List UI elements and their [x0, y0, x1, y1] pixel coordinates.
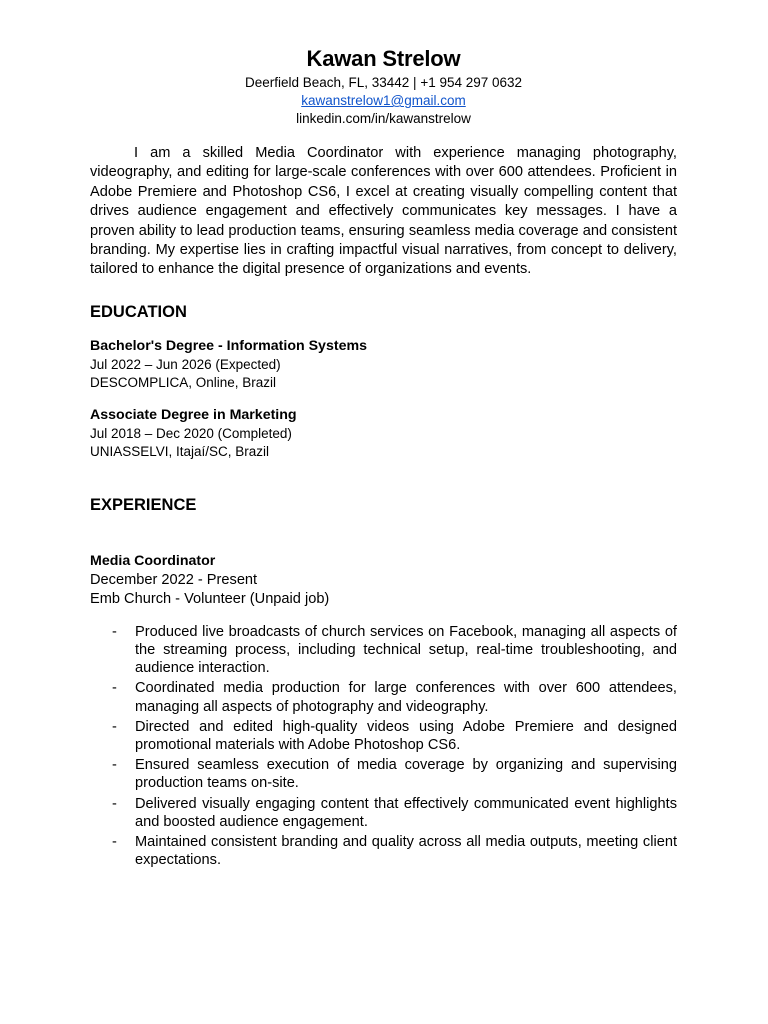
email-line: [90, 92, 677, 110]
resume-page: [90, 44, 677, 871]
school-name: UNIASSELVI, Itajaí/SC, Brazil: [90, 444, 270, 460]
location-phone: Deerfield Beach, FL, 33442 | +1 954 297 0632: [244, 75, 523, 90]
linkedin-url: linkedin.com/in/kawanstrelow: [296, 111, 471, 126]
list-item: [90, 679, 677, 715]
list-item: [90, 718, 677, 754]
job-title: Media Coordinator: [90, 552, 216, 569]
education-entry: [90, 406, 677, 462]
school-name: DESCOMPLICA, Online, Brazil: [90, 375, 277, 391]
list-item: [90, 795, 677, 831]
job-dates: December 2022 - Present: [90, 571, 258, 588]
bullet-text: Directed and edited high-quality videos using Adobe Premiere and designed promotional materials with Adobe Photoshop CS6.: [135, 718, 677, 754]
degree-title: Associate Degree in Marketing: [90, 406, 297, 423]
candidate-name: Kawan Strelow: [306, 46, 461, 71]
degree-title: Bachelor's Degree - Information Systems: [90, 337, 367, 354]
education-heading: EDUCATION: [90, 302, 187, 321]
job-entry: [90, 552, 677, 870]
bullet-text: Ensured seamless execution of media coverage by organizing and supervising production teams on-site.: [135, 757, 677, 792]
email-link[interactable]: kawanstrelow1@gmail.com: [301, 93, 466, 108]
bullet-marker: -: [112, 757, 117, 774]
degree-dates: Jul 2018 – Dec 2020 (Completed): [90, 425, 292, 441]
bullet-marker: -: [112, 680, 117, 697]
bullet-marker: -: [112, 623, 117, 640]
bullet-text: Maintained consistent branding and quality across all media outputs, meeting client expectations.: [135, 834, 677, 869]
bullet-marker: -: [112, 795, 117, 812]
list-item: [90, 623, 677, 678]
bullet-text: Coordinated media production for large conferences with over 600 attendees, managing all aspects of photography and videography.: [135, 680, 677, 715]
bullet-text: Produced live broadcasts of church services on Facebook, managing all aspects of the streaming process, including technical setup, real-time troubleshooting, and audience interaction.: [135, 623, 677, 677]
bullet-marker: -: [112, 834, 117, 851]
list-item: [90, 756, 677, 792]
job-bullet-list: [90, 623, 677, 870]
experience-heading: EXPERIENCE: [90, 495, 197, 514]
education-entry: [90, 337, 677, 393]
summary-paragraph: I am a skilled Media Coordinator with experience managing photography, videography, and editing for large-scale conferences with over 600 attendees. Proficient in Adobe Premiere and Photoshop CS6, I excel at creating visually compelling content that drives audience engagement and effectively communicates key messages. I have a proven ability to lead production teams, ensuring seamless media coverage and consistent branding. My expertise lies in crafting impactful visual narratives, from concept to delivery, tailored to enhance the digital presence of organizations and events.: [90, 145, 677, 278]
degree-dates: Jul 2022 – Jun 2026 (Expected): [90, 356, 281, 372]
bullet-text: Delivered visually engaging content that effectively communicated event highlights and boosted audience engagement.: [135, 795, 677, 830]
job-organization: Emb Church - Volunteer (Unpaid job): [90, 590, 330, 607]
list-item: [90, 833, 677, 869]
bullet-marker: -: [112, 718, 117, 735]
